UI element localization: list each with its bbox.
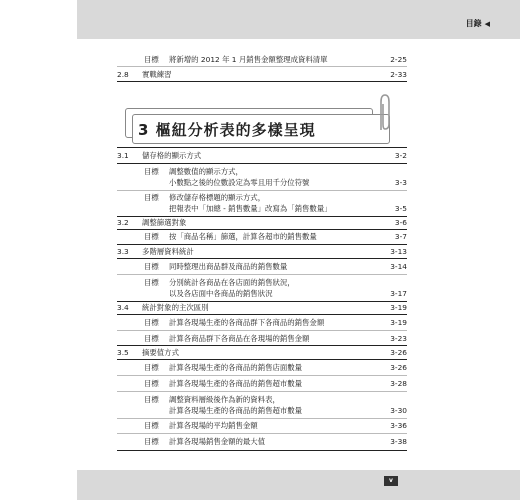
row-divider bbox=[117, 274, 407, 275]
goal-text: 同時整理出商品群及商品的銷售數量 bbox=[169, 262, 288, 271]
row-divider bbox=[117, 163, 407, 164]
header-band bbox=[77, 0, 520, 39]
page-number: 3-28 bbox=[390, 379, 407, 388]
section-number: 2.8 bbox=[117, 70, 129, 79]
footer-band bbox=[77, 470, 520, 500]
goal-text: 修改儲存格標題的顯示方式， 把報表中「加總 - 銷售數量」改寫為「銷售數量」 bbox=[169, 193, 332, 213]
section-title: 統計對象的主次區別 bbox=[142, 303, 209, 312]
section-title: 調整篩選對象 bbox=[142, 218, 187, 227]
page-number: 3-30 bbox=[390, 406, 407, 415]
chapter-title[interactable]: 3 樞紐分析表的多樣呈現 bbox=[138, 121, 316, 139]
row-divider bbox=[117, 244, 407, 245]
section-title: 儲存格的顯示方式 bbox=[142, 151, 202, 160]
goal-text: 調整數值的顯示方式， 小數點之後的位數設定為零且用千分位符號 bbox=[169, 167, 310, 187]
page-number: 3-7 bbox=[394, 232, 407, 241]
page-number: 3-17 bbox=[390, 289, 407, 298]
page-number: 3-13 bbox=[390, 247, 407, 256]
section-title: 實戰練習 bbox=[142, 70, 172, 79]
section-number: 3.5 bbox=[117, 348, 129, 357]
goal-text: 計算各現場的平均銷售金額 bbox=[169, 421, 258, 430]
goal-tag: 目標 bbox=[144, 363, 159, 372]
row-divider bbox=[117, 66, 407, 67]
section-number: 3.4 bbox=[117, 303, 129, 312]
row-divider bbox=[117, 330, 407, 331]
page-number: 3-2 bbox=[394, 151, 407, 160]
page-number: 3-38 bbox=[390, 437, 407, 446]
goal-tag: 目標 bbox=[144, 262, 159, 271]
goal-tag: 目標 bbox=[144, 55, 159, 64]
row-divider bbox=[117, 375, 407, 376]
row-divider bbox=[117, 314, 407, 315]
goal-tag: 目標 bbox=[144, 193, 159, 202]
goal-text: 計算各現場生產的各商品群下各商品的銷售金額 bbox=[169, 318, 325, 327]
row-divider bbox=[117, 190, 407, 191]
goal-text: 計算各現場銷售金額的最大值 bbox=[169, 437, 266, 446]
goal-tag: 目標 bbox=[144, 167, 159, 176]
goal-text: 計算各商品群下各商品在各現場的銷售金額 bbox=[169, 334, 310, 343]
page-number: 3-36 bbox=[390, 421, 407, 430]
row-divider bbox=[117, 229, 407, 230]
goal-tag: 目標 bbox=[144, 278, 159, 287]
section-number: 3.3 bbox=[117, 247, 129, 256]
goal-tag: 目標 bbox=[144, 318, 159, 327]
page-number: 3-14 bbox=[390, 262, 407, 271]
section-number: 3.2 bbox=[117, 218, 129, 227]
page-number: 3-3 bbox=[394, 178, 407, 187]
toc-nav-label: 目錄 bbox=[465, 19, 482, 28]
page-number: 3-5 bbox=[394, 204, 407, 213]
goal-text: 按「商品名稱」篩選，計算各超市的銷售數量 bbox=[169, 232, 317, 241]
page-number: 3-6 bbox=[394, 218, 407, 227]
goal-tag: 目標 bbox=[144, 421, 159, 430]
page-number: 3-19 bbox=[390, 303, 407, 312]
page-roman-numeral: v bbox=[384, 476, 398, 486]
page-number: 3-23 bbox=[390, 334, 407, 343]
page-number: 3-26 bbox=[390, 348, 407, 357]
row-divider bbox=[117, 258, 407, 259]
page-number: 3-26 bbox=[390, 363, 407, 372]
goal-tag: 目標 bbox=[144, 437, 159, 446]
row-divider bbox=[117, 433, 407, 434]
paperclip-icon bbox=[375, 92, 393, 134]
chapter-divider bbox=[117, 147, 407, 148]
goal-tag: 目標 bbox=[144, 395, 159, 404]
goal-tag: 目標 bbox=[144, 379, 159, 388]
row-divider bbox=[117, 359, 407, 360]
goal-text: 計算各現場生產的各商品的銷售超市數量 bbox=[169, 379, 303, 388]
row-divider bbox=[117, 345, 407, 346]
row-divider bbox=[117, 450, 407, 451]
page-number: 2-25 bbox=[390, 55, 407, 64]
toc-nav[interactable] bbox=[466, 18, 490, 29]
goal-text: 計算各現場生產的各商品的銷售店面數量 bbox=[169, 363, 303, 372]
row-divider bbox=[117, 81, 407, 82]
goal-text: 將新增的 2012 年 1 月銷售金額整理成資料清單 bbox=[169, 55, 328, 64]
section-title: 多階層資料統計 bbox=[142, 247, 194, 256]
row-divider bbox=[117, 418, 407, 419]
page-number: 3-19 bbox=[390, 318, 407, 327]
goal-tag: 目標 bbox=[144, 334, 159, 343]
page-number: 2-33 bbox=[390, 70, 407, 79]
row-divider bbox=[117, 391, 407, 392]
goal-text: 調整資料層級後作為新的資料表， 計算各現場生產的各商品的銷售超市數量 bbox=[169, 395, 303, 415]
triangle-left-icon: ◀ bbox=[484, 19, 490, 28]
goal-text: 分別統計各商品在各店面的銷售狀況， 以及各店面中各商品的銷售狀況 bbox=[169, 278, 295, 298]
section-title: 摘要值方式 bbox=[142, 348, 179, 357]
goal-tag: 目標 bbox=[144, 232, 159, 241]
section-number: 3.1 bbox=[117, 151, 129, 160]
